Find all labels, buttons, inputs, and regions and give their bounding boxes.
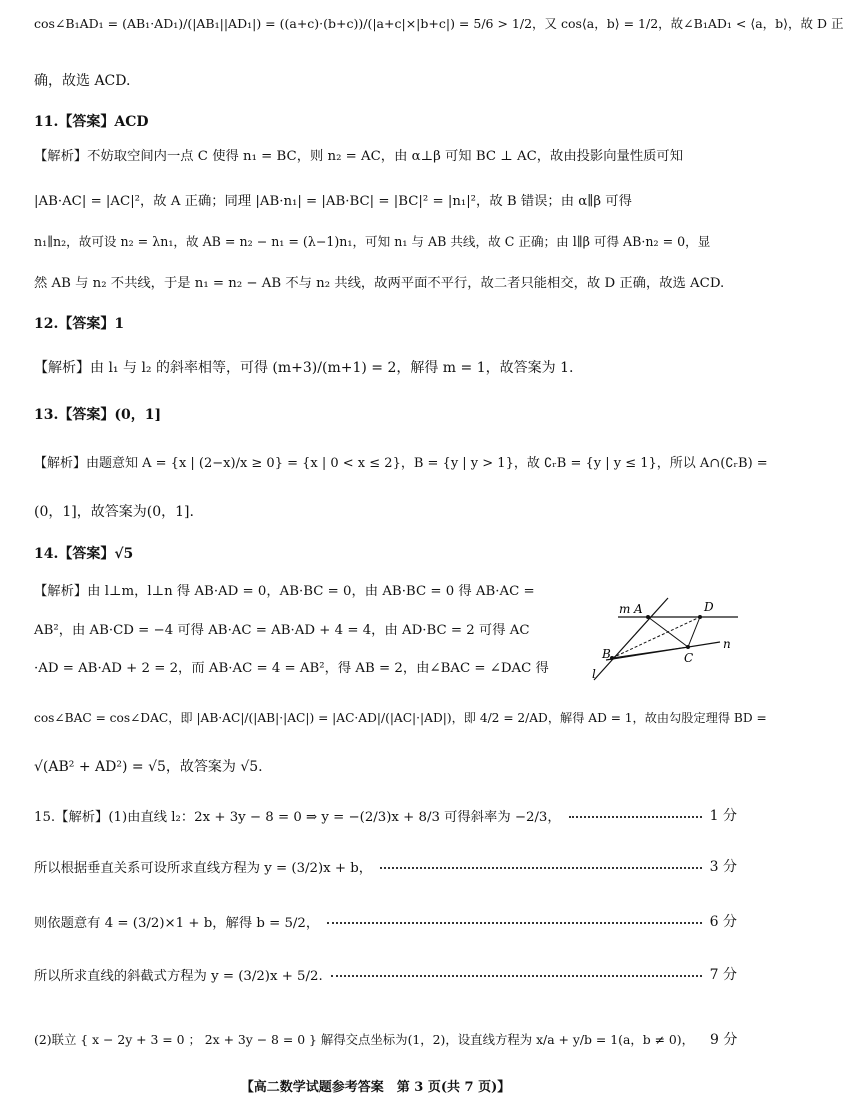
q11-answer: 11.【答案】ACD <box>34 114 149 130</box>
score-2: 3 分 <box>709 859 737 875</box>
q15-step-2-text: 所以根据垂直关系可设所求直线方程为 y = (3/2)x + b， <box>34 860 373 876</box>
leader-dots <box>380 867 702 869</box>
q15-step-5 <box>34 1029 737 1049</box>
score-5: 9 分 <box>710 1032 738 1048</box>
point-D <box>698 615 702 619</box>
q11-line-1: 【解析】不妨取空间内一点 C 使得 n₁ = BC，则 n₂ = AC，由 α⊥β 可知 BC ⊥ AC，故由投影向量性质可知 <box>34 149 684 164</box>
q14-answer: 14.【答案】√5 <box>34 546 134 562</box>
q15-step-5-text: (2)联立 { x − 2y + 3 = 0 ； 2x + 3y − 8 = 0 } 解得交点坐标为(1，2)，设直线方程为 x/a + y/b = 1(a，b ≠ 0)， <box>34 1032 695 1047</box>
q15-step-1 <box>34 805 737 825</box>
leader-dots <box>569 816 702 818</box>
label-B: B <box>602 647 611 661</box>
line-p10-2: 确，故选 ACD. <box>34 73 131 89</box>
q15-step-2 <box>34 856 737 876</box>
line-l <box>594 598 668 680</box>
q15-step-1-text: 15.【解析】(1)由直线 l₂：2x + 3y − 8 = 0 ⇒ y = −(2/3)x + 8/3 可得斜率为 −2/3， <box>34 809 561 825</box>
label-l: l <box>592 667 596 681</box>
score-4: 7 分 <box>709 967 737 983</box>
q11-line-3: n₁∥n₂，故可设 n₂ = λn₁，故 AB = n₂ − n₁ = (λ−1)n₁，可知 n₁ 与 AB 共线，故 C 正确；由 l∥β 可得 AB·n₂ = 0，显 <box>34 234 711 249</box>
label-D: D <box>704 600 714 614</box>
q15-step-4-text: 所以所求直线的斜截式方程为 y = (3/2)x + 5/2. <box>34 968 323 984</box>
q13-line-1: 【解析】由题意知 A = {x | (2−x)/x ≥ 0} = {x | 0 < x ≤ 2}，B = {y | y > 1}，故 ∁ᵣB = {y | y ≤ 1}，所以 A∩(∁ᵣB) = <box>34 456 768 471</box>
point-C <box>686 645 690 649</box>
label-n: n <box>723 637 731 651</box>
q12-answer: 12.【答案】1 <box>34 316 125 332</box>
q12-line-1: 【解析】由 l₁ 与 l₂ 的斜率相等，可得 (m+3)/(m+1) = 2，解得 m = 1，故答案为 1. <box>34 360 574 376</box>
q14-line-3: ·AD = AB·AD + 2 = 2，而 AB·AC = 4 = AB²，得 AB = 2，由∠BAC = ∠DAC 得 <box>34 661 549 676</box>
leader-dots <box>327 922 701 924</box>
point-A <box>646 615 650 619</box>
leader-dots <box>331 975 702 977</box>
q11-line-2: |AB·AC| = |AC|²，故 A 正确；同理 |AB·n₁| = |AB·BC| = |BC|² = |n₁|²，故 B 错误；由 α∥β 可得 <box>34 194 632 209</box>
q13-line-2: (0，1]，故答案为(0，1]. <box>34 504 194 520</box>
label-m: m <box>619 602 631 616</box>
q11-line-4: 然 AB 与 n₂ 不共线，于是 n₁ = n₂ − AB 不与 n₂ 共线，故两平面不平行，故二者只能相交，故 D 正确，故选 ACD. <box>34 276 725 291</box>
page-footer: 【高二数学试题参考答案 第 3 页(共 7 页)】 <box>240 1080 511 1095</box>
geometry-figure <box>588 596 740 688</box>
q14-line-2: AB²，由 AB·CD = −4 可得 AB·AC = AB·AD + 4 = 4，由 AD·BC = 2 可得 AC <box>34 623 530 638</box>
score-3: 6 分 <box>709 914 737 930</box>
q14-line-4: cos∠BAC = cos∠DAC，即 |AB·AC|/(|AB|·|AC|) = |AC·AD|/(|AC|·|AD|)，即 4/2 = 2/AD，解得 AD = 1，故由勾股定理得 BD = <box>34 711 767 725</box>
label-C: C <box>684 651 694 665</box>
label-A: A <box>634 602 643 616</box>
q15-step-3-text: 则依题意有 4 = (3/2)×1 + b，解得 b = 5/2， <box>34 915 320 931</box>
score-1: 1 分 <box>709 808 737 824</box>
q15-step-3 <box>34 911 737 931</box>
q15-step-4 <box>34 964 737 984</box>
line-p10-1: cos∠B₁AD₁ = (AB₁·AD₁)/(|AB₁||AD₁|) = ((a+c)·(b+c))/(|a+c|×|b+c|) = 5/6 > 1/2，又 cos⟨a，b⟩ = 1/2，故∠B₁AD₁ < ⟨a，b⟩，故 D 正 <box>34 16 844 31</box>
q13-answer: 13.【答案】(0，1] <box>34 407 162 423</box>
q14-line-1: 【解析】由 l⊥m，l⊥n 得 AB·AD = 0，AB·BC = 0，由 AB·BC = 0 得 AB·AC = <box>34 584 535 599</box>
q14-line-5: √(AB² + AD²) = √5，故答案为 √5. <box>34 759 263 775</box>
